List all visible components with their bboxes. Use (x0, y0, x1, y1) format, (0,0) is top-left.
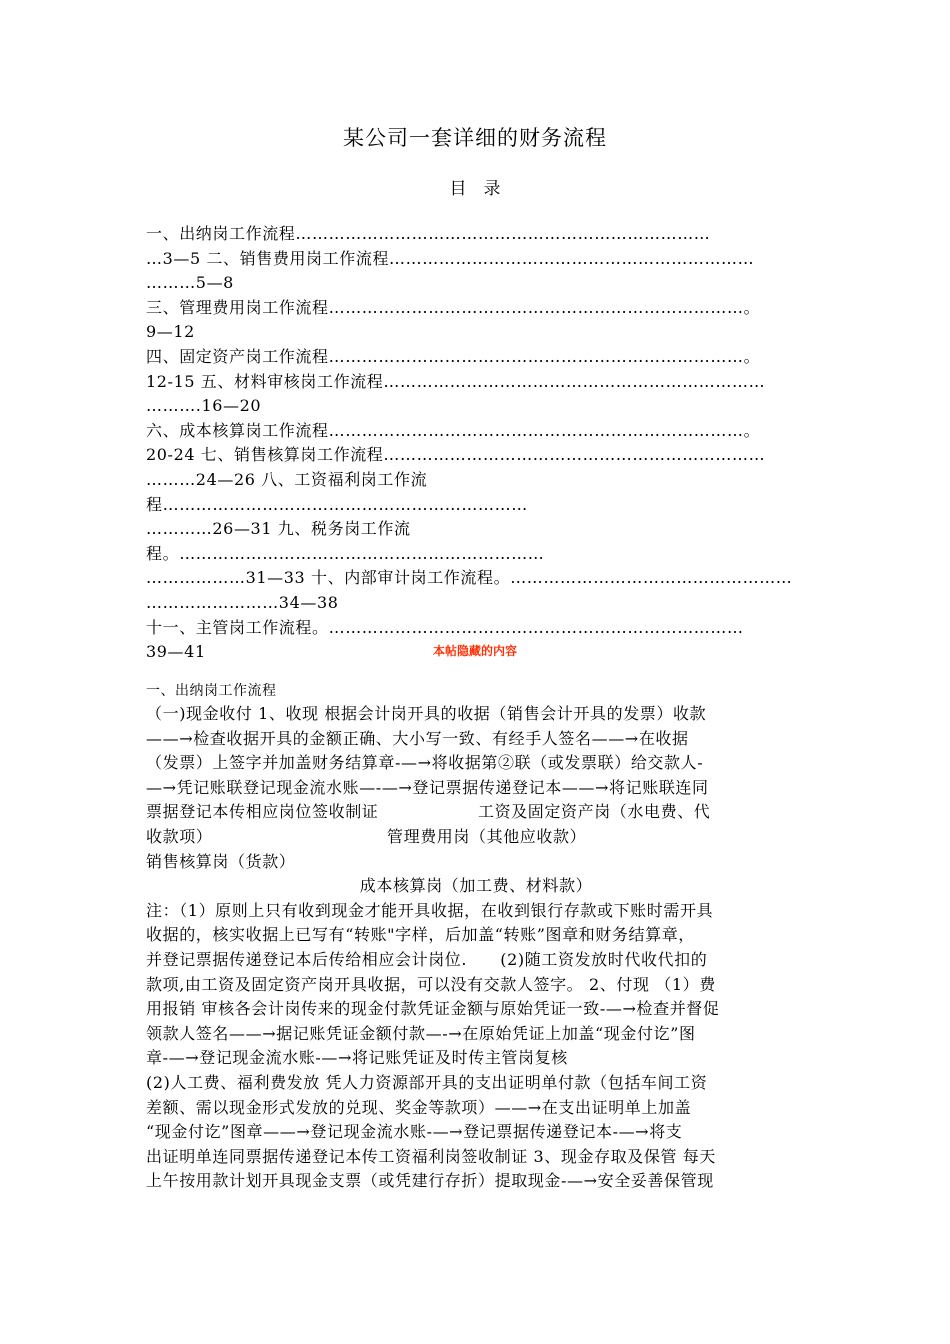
document-title: 某公司一套详细的财务流程 (343, 126, 607, 150)
toc-line: ………24—26 八、工资福利岗工作流程………………………………………………………… (146, 469, 528, 514)
toc-line: 三、管理费用岗工作流程…………………………………………………………………。 (146, 297, 761, 317)
toc-line: 十一、主管岗工作流程。………………………………………………………………… (146, 617, 744, 637)
body-line: 成本核算岗（加工费、材料款） (359, 876, 593, 896)
body-line: 并登记票据传递登记本后传给相应会计岗位. (2)随工资发放时代收代扣的 (146, 949, 708, 969)
body-line: 领款人签名——→据记账凭证金额付款—-→在原始凭证上加盖“现金付讫”图 (146, 1023, 696, 1043)
body-line: ——→检查收据开具的金额正确、大小写一致、有经手人签名——→在收据 (146, 728, 689, 748)
body-line: 用报销 审核各会计岗传来的现金付款凭证金额与原始凭证一致-—→检查并督促 (146, 999, 720, 1019)
toc-line: ……….16—20 (146, 396, 262, 416)
toc-line: 一、出纳岗工作流程………………………………………………………………… (146, 224, 711, 243)
body-line: (2)人工费、福利费发放 凭人力资源部开具的支出证明单付款（包括车间工资 (146, 1072, 708, 1092)
toc-line: ………5—8 (146, 273, 234, 293)
body-line: 销售核算岗（货款） (146, 851, 296, 871)
body-line: （一)现金收付 1、收现 根据会计岗开具的收据（销售会计开具的发票）收款 (146, 704, 707, 723)
body-line: 收据的，核实收据上已写有“转账"字样，后加盖“转账”图章和财务结算章， (146, 925, 695, 945)
toc-line: ………………31—33 十、内部审计岗工作流程。…………………………………………… (146, 568, 793, 588)
toc-line: 20-24 七、销售核算岗工作流程…………………………………………………………… (146, 445, 766, 465)
toc-heading: 目 录 (449, 179, 501, 199)
body-line: “现金付讫”图章——→登记现金流水账-—→登记票据传递登记本-—→将支 (146, 1122, 683, 1142)
toc-line: 六、成本核算岗工作流程…………………………………………………………………。 (146, 420, 761, 440)
toc-line: 9—12 (146, 322, 195, 342)
table-of-contents (146, 222, 806, 665)
body-line: 章-—→登记现金流水账-—→将记账凭证及时传主管岗复核 (146, 1048, 568, 1068)
body-line: （发票）上签字并加盖财务结算章-—→将收据第②联（或发票联）给交款人- (146, 753, 704, 773)
section-heading: 一、出纳岗工作流程 (146, 683, 277, 699)
body-line: 注：（1）原则上只有收到现金才能开具收据，在收到银行存款或下账时需开具 (146, 900, 714, 920)
body-line: 上午按用款计划开具现金支票（或凭建行存折）提取现金-—→安全妥善保管现 (146, 1171, 714, 1191)
toc-line: …………26—31 九、税务岗工作流程。………………………………………………………… (146, 519, 545, 563)
toc-line: …3—5 二、销售费用岗工作流程………………………………………………………… (146, 248, 755, 268)
body-line: 出证明单连同票据传递登记本传工资福利岗签收制证 3、现金存取及保管 每天 (146, 1146, 716, 1166)
hidden-content-notice: 本帖隐藏的内容 (432, 644, 517, 658)
body-line: 款项,由工资及固定资产岗开具收据，可以没有交款人签字。 2、付现 （1）费 (146, 974, 716, 994)
toc-line: 四、固定资产岗工作流程…………………………………………………………………。 (146, 346, 761, 366)
section-body (146, 702, 806, 1194)
body-line: —→凭记账联登记现金流水账—-—→登记票据传递登记本——→将记账联连同 (146, 777, 709, 797)
body-line: 收款项） 管理费用岗（其他应收款） (146, 826, 587, 846)
body-line: 差额、需以现金形式发放的兑现、奖金等款项）——→在支出证明单上加盖 (146, 1097, 692, 1117)
toc-line: 12-15 五、材料审核岗工作流程…………………………………………………………… (146, 371, 766, 391)
toc-line: 39—41 (146, 642, 206, 662)
toc-line: ……………………34—38 (146, 592, 339, 612)
body-line: 票据登记本传相应岗位签收制证 工资及固定资产岗（水电费、代 (146, 802, 711, 822)
